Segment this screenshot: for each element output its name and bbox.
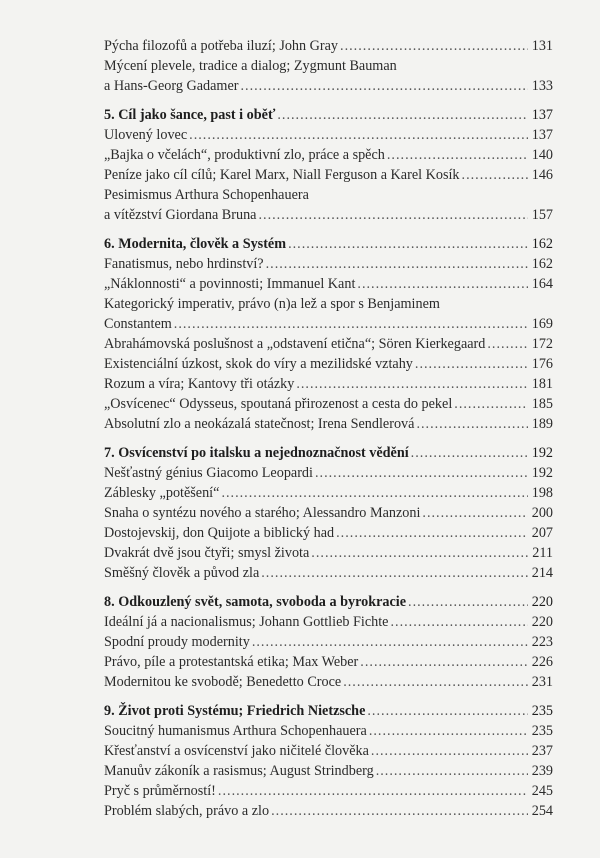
entry-title: „Osvícenec“ Odysseus, spoutaná přirozenost a cesta do pekel bbox=[104, 396, 453, 412]
entry-title: 6. Modernita, člověk a Systém bbox=[104, 236, 287, 252]
dot-leader bbox=[296, 374, 527, 394]
dot-leader bbox=[218, 781, 528, 801]
entry-title: Pesimismus Arthura Schopenhauera bbox=[104, 187, 309, 203]
page-number: 207 bbox=[531, 525, 553, 541]
entry-title: Ulovený lovec bbox=[104, 127, 188, 143]
page-number: 226 bbox=[531, 654, 553, 670]
toc-entry bbox=[104, 334, 553, 354]
dot-leader bbox=[416, 414, 527, 434]
toc-entry bbox=[104, 354, 553, 374]
dot-leader bbox=[408, 592, 528, 612]
table-of-contents bbox=[104, 36, 553, 830]
toc-entry bbox=[104, 741, 553, 761]
entry-title: Záblesky „potěšení“ bbox=[104, 485, 220, 501]
toc-entry bbox=[104, 463, 553, 483]
dot-leader bbox=[277, 105, 527, 125]
page-number: 235 bbox=[531, 703, 553, 719]
dot-leader bbox=[258, 205, 527, 225]
chapter-heading bbox=[104, 592, 553, 612]
dot-leader bbox=[454, 394, 527, 414]
entry-title: Modernitou ke svobodě; Benedetto Croce bbox=[104, 674, 342, 690]
page-number: 164 bbox=[531, 276, 553, 292]
entry-title: Absolutní zlo a neokázalá statečnost; Irena Sendlerová bbox=[104, 416, 415, 432]
entry-title: Manuův zákoník a rasismus; August Strindberg bbox=[104, 763, 374, 779]
dot-leader bbox=[411, 443, 528, 463]
entry-title: Ideální já a nacionalismus; Johann Gottlieb Fichte bbox=[104, 614, 389, 630]
toc-entry bbox=[104, 672, 553, 692]
toc-entry bbox=[104, 36, 553, 56]
page-number: 137 bbox=[531, 127, 553, 143]
page-number: 131 bbox=[531, 38, 553, 54]
entry-title: „Bajka o včelách“, produktivní zlo, práce a spěch bbox=[104, 147, 385, 163]
toc-section bbox=[104, 443, 553, 583]
page-number: 169 bbox=[531, 316, 553, 332]
page-number: 162 bbox=[531, 236, 553, 252]
dot-leader bbox=[261, 563, 527, 583]
toc-entry bbox=[104, 76, 553, 96]
page-number: 140 bbox=[531, 147, 553, 163]
dot-leader bbox=[266, 254, 528, 274]
page-number: 239 bbox=[531, 763, 553, 779]
toc-section bbox=[104, 701, 553, 821]
entry-title: Dvakrát dvě jsou čtyři; smysl života bbox=[104, 545, 310, 561]
dot-leader bbox=[343, 672, 528, 692]
entry-title: Existenciální úzkost, skok do víry a mezilidské vztahy bbox=[104, 356, 413, 372]
entry-title: Dostojevskij, don Quijote a biblický had bbox=[104, 525, 335, 541]
page-number: 245 bbox=[531, 783, 553, 799]
page-number: 200 bbox=[531, 505, 553, 521]
page-number: 220 bbox=[531, 594, 553, 610]
dot-leader bbox=[369, 721, 528, 741]
entry-title: 7. Osvícenství po italsku a nejednoznačnost vědění bbox=[104, 445, 409, 461]
entry-title: a vítězství Giordana Bruna bbox=[104, 207, 257, 223]
entry-title: „Náklonnosti“ a povinnosti; Immanuel Kant bbox=[104, 276, 356, 292]
page-number: 181 bbox=[531, 376, 553, 392]
entry-title: Soucitný humanismus Arthura Schopenhauera bbox=[104, 723, 367, 739]
toc-entry bbox=[104, 563, 553, 583]
page-number: 235 bbox=[531, 723, 553, 739]
entry-title: Rozum a víra; Kantovy tři otázky bbox=[104, 376, 295, 392]
page-number: 157 bbox=[531, 207, 553, 223]
dot-leader bbox=[311, 543, 528, 563]
page-number: 231 bbox=[531, 674, 553, 690]
page-number: 214 bbox=[531, 565, 553, 581]
toc-entry bbox=[104, 394, 553, 414]
toc-entry bbox=[104, 483, 553, 503]
entry-title: Problém slabých, právo a zlo bbox=[104, 803, 270, 819]
page-number: 162 bbox=[531, 256, 553, 272]
entry-title: a Hans-Georg Gadamer bbox=[104, 78, 239, 94]
entry-title: Peníze jako cíl cílů; Karel Marx, Niall Ferguson a Karel Kosík bbox=[104, 167, 460, 183]
chapter-heading bbox=[104, 234, 553, 254]
dot-leader bbox=[240, 76, 527, 96]
entry-title: Pýcha filozofů a potřeba iluzí; John Gray bbox=[104, 38, 339, 54]
dot-leader bbox=[376, 761, 528, 781]
page-number: 198 bbox=[531, 485, 553, 501]
dot-leader bbox=[252, 632, 528, 652]
page-number: 223 bbox=[531, 634, 553, 650]
dot-leader bbox=[390, 612, 527, 632]
toc-entry bbox=[104, 374, 553, 394]
dot-leader bbox=[271, 801, 528, 821]
toc-entry bbox=[104, 254, 553, 274]
entry-title: 5. Cíl jako šance, past i oběť bbox=[104, 107, 276, 123]
entry-title: 9. Život proti Systému; Friedrich Nietzsche bbox=[104, 703, 366, 719]
entry-title: Fanatismus, nebo hrdinství? bbox=[104, 256, 264, 272]
page-number: 176 bbox=[531, 356, 553, 372]
entry-title: Nešťastný génius Giacomo Leopardi bbox=[104, 465, 313, 481]
page-number: 137 bbox=[531, 107, 553, 123]
toc-entry bbox=[104, 314, 553, 334]
entry-title: Constantem bbox=[104, 316, 172, 332]
toc-entry bbox=[104, 165, 553, 185]
dot-leader bbox=[360, 652, 527, 672]
toc-entry bbox=[104, 761, 553, 781]
toc-entry bbox=[104, 801, 553, 821]
toc-entry bbox=[104, 205, 553, 225]
dot-leader bbox=[387, 145, 528, 165]
toc-entry bbox=[104, 145, 553, 165]
dot-leader bbox=[415, 354, 528, 374]
toc-entry bbox=[104, 274, 553, 294]
entry-title: Kategorický imperativ, právo (n)a lež a spor s Benjaminem bbox=[104, 296, 440, 312]
entry-title: Pryč s průměrností! bbox=[104, 783, 216, 799]
toc-entry bbox=[104, 652, 553, 672]
page-number: 192 bbox=[531, 445, 553, 461]
entry-title: Směšný člověk a původ zla bbox=[104, 565, 260, 581]
dot-leader bbox=[357, 274, 527, 294]
page-number: 172 bbox=[531, 336, 553, 352]
toc-entry bbox=[104, 294, 553, 314]
toc-entry bbox=[104, 721, 553, 741]
dot-leader bbox=[340, 36, 528, 56]
toc-entry bbox=[104, 56, 553, 76]
page-number: 237 bbox=[531, 743, 553, 759]
toc-entry bbox=[104, 125, 553, 145]
toc-entry bbox=[104, 632, 553, 652]
dot-leader bbox=[487, 334, 527, 354]
dot-leader bbox=[367, 701, 527, 721]
page-number: 211 bbox=[532, 545, 553, 561]
dot-leader bbox=[422, 503, 527, 523]
toc-entry bbox=[104, 612, 553, 632]
toc-section bbox=[104, 592, 553, 692]
page-number: 192 bbox=[531, 465, 553, 481]
toc-entry bbox=[104, 781, 553, 801]
chapter-heading bbox=[104, 105, 553, 125]
page-number: 185 bbox=[531, 396, 553, 412]
dot-leader bbox=[315, 463, 528, 483]
page-number: 220 bbox=[531, 614, 553, 630]
dot-leader bbox=[288, 234, 528, 254]
entry-title: 8. Odkouzlený svět, samota, svoboda a byrokracie bbox=[104, 594, 407, 610]
entry-title: Abrahámovská poslušnost a „odstavení etična“; Sören Kierkegaard bbox=[104, 336, 486, 352]
entry-title: Křesťanství a osvícenství jako ničitelé člověka bbox=[104, 743, 369, 759]
entry-title: Mýcení plevele, tradice a dialog; Zygmunt Bauman bbox=[104, 58, 397, 74]
page-number: 189 bbox=[531, 416, 553, 432]
toc-entry bbox=[104, 503, 553, 523]
toc-entry bbox=[104, 414, 553, 434]
toc-section bbox=[104, 105, 553, 225]
dot-leader bbox=[462, 165, 528, 185]
dot-leader bbox=[174, 314, 528, 334]
page-number: 133 bbox=[531, 78, 553, 94]
toc-entry bbox=[104, 543, 553, 563]
toc-entry bbox=[104, 185, 553, 205]
entry-title: Právo, píle a protestantská etika; Max Weber bbox=[104, 654, 359, 670]
dot-leader bbox=[221, 483, 527, 503]
dot-leader bbox=[371, 741, 528, 761]
dot-leader bbox=[189, 125, 528, 145]
toc-section bbox=[104, 36, 553, 96]
chapter-heading bbox=[104, 701, 553, 721]
toc-entry bbox=[104, 523, 553, 543]
toc-section bbox=[104, 234, 553, 434]
dot-leader bbox=[336, 523, 528, 543]
entry-title: Spodní proudy modernity bbox=[104, 634, 250, 650]
chapter-heading bbox=[104, 443, 553, 463]
entry-title: Snaha o syntézu nového a starého; Alessandro Manzoni bbox=[104, 505, 421, 521]
page-number: 146 bbox=[531, 167, 553, 183]
page-number: 254 bbox=[531, 803, 553, 819]
